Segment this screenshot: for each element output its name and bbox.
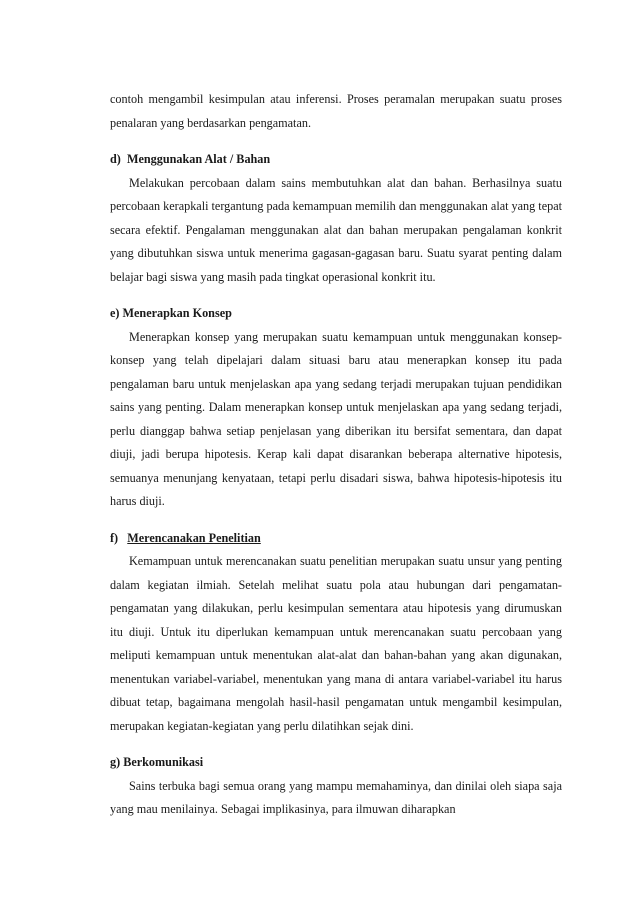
page-content — [110, 88, 562, 822]
section-heading-g — [110, 751, 562, 775]
section-label: f) — [110, 530, 119, 545]
section-label: d) — [110, 152, 121, 166]
section-paragraph-e: Menerapkan konsep yang merupakan suatu kemampuan untuk menggunakan konsep-konsep yang telah dipelajari dalam situasi baru atau menerapkan konsep itu pada pengalaman baru untuk menjelaskan apa yang sedang terjadi merupakan tujuan pendidikan sains yang penting. Dalam menerapkan konsep untuk menjelaskan apa yang sedang terjadi, perlu dianggap bahwa setiap penjelasan yang diberikan itu bersifat sementara, dan dapat diuji, jadi berupa hipotesis. Kerap kali dapat disarankan beberapa alternative hipotesis, semuanya menunjang kenyataan, tetapi perlu disadari siswa, bahwa hipotesis-hipotesis itu harus diuji. — [110, 329, 562, 508]
section-heading-d — [110, 148, 562, 172]
section-paragraph-d: Melakukan percobaan dalam sains membutuhkan alat dan bahan. Berhasilnya suatu percobaan kerapkali tergantung pada kemampuan memilih dan menggunakan alat yang tepat secara efektif. Pengalaman menggunakan alat dan bahan merupakan pengalaman konkrit yang dibutuhkan siswa untuk menerima gagasan-gagasan baru. Suatu syarat penting dalam belajar bagi siswa yang masih pada tingkat operasional konkrit itu. — [110, 175, 562, 284]
section-label: e) — [110, 306, 120, 320]
section-title: Berkomunikasi — [123, 755, 204, 769]
section-paragraph-g: Sains terbuka bagi semua orang yang mampu memahaminya, dan dinilai oleh siapa saja yang mau menilainya. Sebagai implikasinya, para ilmuwan diharapkan — [110, 778, 562, 816]
section-heading-f — [110, 527, 562, 551]
intro-paragraph: contoh mengambil kesimpulan atau inferensi. Proses peramalan merupakan suatu proses penalaran yang berdasarkan pengamatan. — [110, 92, 562, 130]
section-paragraph-f: Kemampuan untuk merencanakan suatu penelitian merupakan suatu unsur yang penting dalam kegiatan ilmiah. Setelah melihat suatu pola atau hubungan dari pengamatan-pengamatan yang dilakukan, perlu kesimpulan sementara atau hipotesis yang dirumuskan itu diuji. Untuk itu diperlukan kemampuan untuk merencanakan suatu percobaan yang meliputi kemampuan untuk menentukan alat-alat dan bahan-bahan yang akan digunakan, menentukan variabel-variabel, menentukan yang mana di antara variabel-variabel itu harus dibuat tetap, bagaimana mengolah hasil-hasil pengamatan untuk mengambil kesimpulan, merupakan kegiatan-kegiatan yang perlu dilatihkan sejak dini. — [110, 554, 562, 733]
section-heading-e — [110, 302, 562, 326]
section-label: g) — [110, 755, 121, 769]
section-title: Menggunakan Alat / Bahan — [126, 152, 271, 166]
section-title: Menerapkan Konsep — [122, 306, 232, 320]
section-title: Merencanakan Penelitian — [127, 530, 261, 545]
